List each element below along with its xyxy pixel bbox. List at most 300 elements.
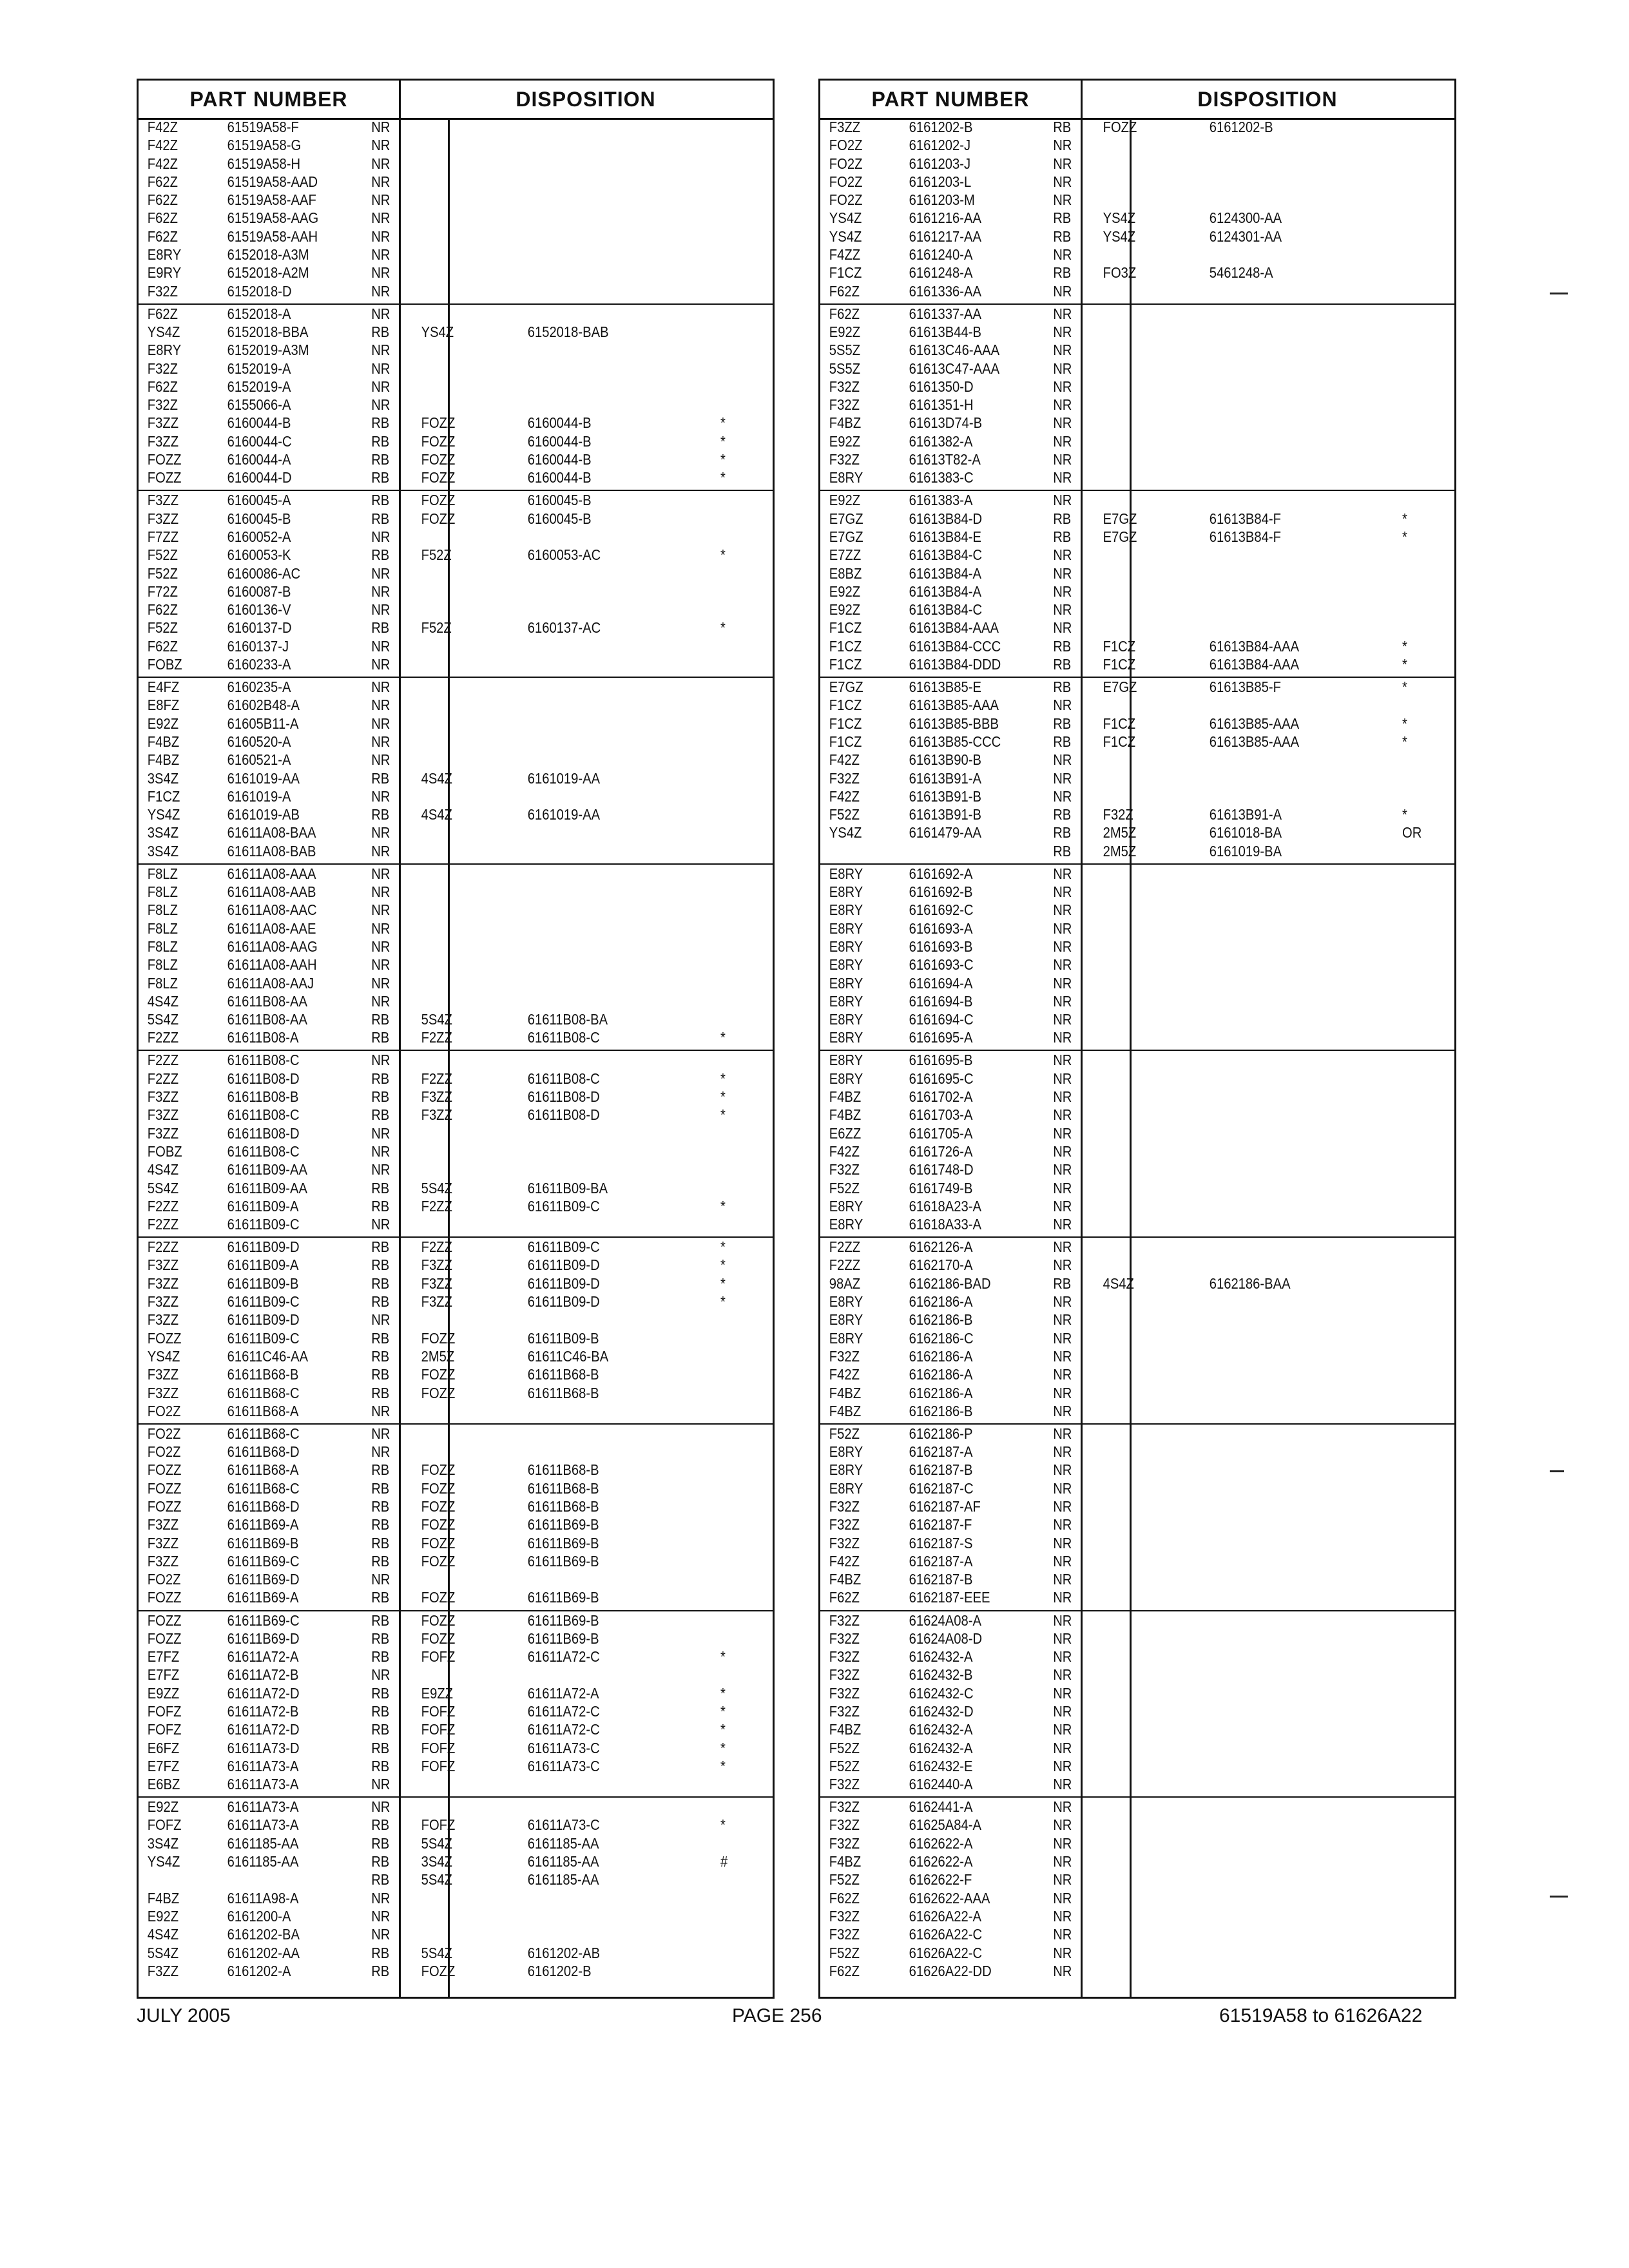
replacement-part-number: 6161202-AB [527, 1944, 601, 1961]
table-row [820, 341, 1453, 359]
disposition-status: NR [1053, 1293, 1072, 1311]
left-table-header [139, 81, 773, 120]
replacement-model-code: 2M5Z [421, 1347, 455, 1365]
model-year-code: F8LZ [147, 883, 178, 901]
part-number: 6162187-S [909, 1534, 973, 1552]
disposition-status: RB [371, 1611, 390, 1629]
part-number: 6162441-A [909, 1798, 973, 1816]
disposition-status: RB [371, 1962, 390, 1979]
replacement-part-number: 61611B69-B [527, 1629, 599, 1647]
replacement-part-number: 61611B09-D [527, 1293, 600, 1311]
disposition-status: RB [371, 1516, 390, 1533]
model-year-code: F42Z [829, 1142, 860, 1160]
model-year-code: F32Z [147, 360, 178, 377]
row-group [139, 491, 773, 678]
part-number: 6160044-B [227, 414, 291, 432]
model-year-code: F2ZZ [829, 1256, 861, 1274]
disposition-status: NR [371, 1926, 390, 1943]
disposition-status: NR [1053, 883, 1072, 901]
table-row [139, 1534, 771, 1552]
table-row [139, 956, 771, 974]
part-number-header: PART NUMBER [871, 88, 1030, 111]
replacement-model-code: F2ZZ [421, 1238, 452, 1256]
table-row [820, 1515, 1453, 1533]
table-row [139, 1329, 771, 1347]
table-row [139, 1384, 771, 1402]
disposition-status: NR [1053, 1962, 1072, 1979]
part-number: 61611A73-A [227, 1816, 299, 1834]
replacement-model-code: YS4Z [421, 323, 454, 340]
model-year-code: F2ZZ [147, 1029, 179, 1046]
table-row [820, 1347, 1453, 1365]
model-year-code: E92Z [829, 582, 861, 600]
part-number: 6160052-A [227, 528, 291, 545]
table-row [139, 901, 771, 919]
table-row [139, 1889, 771, 1907]
disposition-status: NR [371, 715, 390, 732]
model-year-code: F52Z [829, 1757, 860, 1774]
model-year-code: FO2Z [829, 191, 863, 209]
table-row [820, 1648, 1453, 1666]
table-row [139, 1051, 771, 1069]
row-group [139, 118, 773, 305]
replacement-part-number: 6161019-AA [527, 769, 601, 787]
table-row [139, 1106, 771, 1124]
row-group [820, 1425, 1454, 1611]
model-year-code: F52Z [829, 1179, 860, 1196]
part-number: 61611A08-BAA [227, 824, 316, 841]
table-row [820, 245, 1453, 264]
disposition-status: NR [1053, 451, 1072, 468]
part-number: 6162432-D [909, 1702, 974, 1720]
model-year-code: F62Z [147, 637, 178, 655]
model-year-code: F3ZZ [147, 1311, 179, 1329]
table-row [820, 1798, 1453, 1816]
part-number: 61613B44-B [909, 323, 981, 340]
disposition-status: NR [371, 1666, 390, 1684]
model-year-code: F62Z [147, 209, 178, 227]
replacement-part-number: 6161018-BA [1209, 824, 1282, 841]
disposition-status: RB [1053, 733, 1072, 750]
note-mark: * [720, 546, 726, 564]
replacement-model-code: FOZZ [421, 1534, 456, 1552]
replacement-part-number: 61613B91-A [1209, 806, 1282, 823]
table-row [820, 1944, 1453, 1962]
row-group [820, 1798, 1454, 1984]
note-mark: * [720, 1029, 726, 1046]
model-year-code: F32Z [829, 1684, 860, 1702]
table-row [139, 264, 771, 282]
table-row [820, 1443, 1453, 1461]
replacement-model-code: FOFZ [421, 1702, 456, 1720]
part-number: 61611B69-D [227, 1629, 300, 1647]
disposition-status: RB [1053, 715, 1072, 732]
model-year-code: E8RY [829, 1461, 863, 1479]
disposition-status: NR [371, 824, 390, 841]
model-year-code: F32Z [829, 769, 860, 787]
table-row [139, 1311, 771, 1329]
table-row [139, 1461, 771, 1479]
table-row [139, 1684, 771, 1702]
model-year-code: 4S4Z [147, 1926, 179, 1943]
disposition-status: NR [371, 1402, 390, 1419]
part-number: 61611B68-C [227, 1384, 300, 1401]
part-number: 6162432-A [909, 1648, 973, 1666]
row-group [820, 1238, 1454, 1425]
part-number: 61613T82-A [909, 451, 981, 468]
model-year-code: E8RY [829, 1443, 863, 1461]
part-number: 6162432-B [909, 1666, 973, 1684]
table-row [139, 323, 771, 341]
model-year-code: FOBZ [147, 1142, 182, 1160]
table-row [139, 937, 771, 956]
model-year-code: F7ZZ [147, 528, 179, 545]
model-year-code: F62Z [147, 601, 178, 619]
replacement-part-number: 6161185-AA [527, 1871, 599, 1888]
disposition-status: NR [371, 787, 390, 805]
part-number: 61611B09-C [227, 1216, 300, 1233]
replacement-model-code: F3ZZ [421, 1256, 452, 1274]
disposition-status: NR [1053, 378, 1072, 395]
table-row [820, 118, 1453, 136]
part-number: 61611B09-D [227, 1311, 300, 1329]
disposition-status: NR [1053, 1106, 1072, 1124]
part-number: 61611B09-C [227, 1293, 300, 1311]
replacement-part-number: 61611B69-B [527, 1611, 599, 1629]
replacement-part-number: 61611B68-B [527, 1479, 599, 1497]
model-year-code: E8RY [829, 1052, 863, 1069]
model-year-code: E8RY [829, 992, 863, 1010]
disposition-status: RB [371, 1461, 390, 1479]
disposition-status: NR [371, 1425, 390, 1442]
note-mark: * [720, 1088, 726, 1106]
model-year-code: F2ZZ [147, 1216, 179, 1233]
replacement-model-code: FOZZ [421, 1589, 456, 1606]
disposition-status: NR [1053, 865, 1072, 882]
disposition-status: NR [1053, 974, 1072, 992]
table-row [820, 564, 1453, 582]
note-mark: * [720, 1721, 726, 1738]
model-year-code: E8RY [829, 1329, 863, 1347]
note-mark: * [1402, 510, 1407, 527]
table-row [820, 619, 1453, 637]
table-row [820, 1666, 1453, 1684]
table-row [139, 360, 771, 378]
model-year-code: E7ZZ [829, 546, 862, 564]
table-row [820, 1293, 1453, 1311]
part-number: 61626A22-C [909, 1944, 983, 1961]
part-number: 6161748-D [909, 1161, 974, 1178]
part-number: 6161694-C [909, 1011, 974, 1028]
part-number: 61613C46-AAA [909, 341, 1000, 359]
disposition-status: RB [371, 1329, 390, 1347]
disposition-status: RB [371, 469, 390, 486]
disposition-status: NR [1053, 601, 1072, 619]
model-year-code: E9RY [147, 264, 182, 282]
disposition-status: NR [371, 396, 390, 414]
model-year-code: F32Z [829, 1629, 860, 1647]
part-number: 6162186-A [909, 1384, 973, 1401]
table-row [139, 564, 771, 582]
model-year-code: E8RY [829, 1479, 863, 1497]
model-year-code: FO2Z [147, 1425, 181, 1442]
part-number: 61611A08-BAB [227, 842, 316, 860]
replacement-part-number: 61611B69-B [527, 1552, 599, 1570]
model-year-code: F8LZ [147, 865, 178, 882]
disposition-status: RB [371, 1179, 390, 1196]
part-number: 6161695-C [909, 1070, 974, 1087]
table-row [139, 173, 771, 191]
table-row [139, 414, 771, 432]
model-year-code: YS4Z [147, 1347, 180, 1365]
replacement-model-code: F3ZZ [421, 1088, 452, 1106]
model-year-code: E92Z [147, 1907, 179, 1925]
replacement-part-number: 61613B84-AAA [1209, 656, 1300, 673]
disposition-status: RB [371, 1739, 390, 1756]
part-number: 61613B84-A [909, 582, 981, 600]
table-row [139, 305, 771, 323]
disposition-status: NR [1053, 414, 1072, 432]
replacement-model-code: FOFZ [421, 1648, 456, 1666]
part-number: 61611B68-C [227, 1425, 300, 1442]
replacement-part-number: 61611B68-B [527, 1384, 599, 1401]
replacement-model-code: FOZZ [421, 1962, 456, 1979]
disposition-status: NR [1053, 360, 1072, 377]
replacement-model-code: 2M5Z [1103, 842, 1137, 860]
model-year-code: F32Z [829, 1816, 860, 1834]
model-year-code: E7GZ [829, 510, 863, 527]
right-table-header [820, 81, 1454, 120]
part-number: 6160053-K [227, 546, 291, 564]
part-number: 61613B84-CCC [909, 637, 1001, 655]
model-year-code: F8LZ [147, 956, 178, 974]
disposition-status: NR [371, 637, 390, 655]
model-year-code: E8RY [829, 974, 863, 992]
part-number: 6162186-A [909, 1293, 973, 1311]
part-number: 6160044-C [227, 432, 292, 450]
table-row [820, 1852, 1453, 1870]
model-year-code: F2ZZ [147, 1070, 179, 1087]
table-row [139, 1070, 771, 1088]
table-row [139, 432, 771, 450]
model-year-code: F32Z [829, 378, 860, 395]
table-row [139, 1739, 771, 1757]
disposition-status: NR [1053, 1329, 1072, 1347]
disposition-status: NR [1053, 1889, 1072, 1907]
disposition-status: NR [1053, 1197, 1072, 1215]
table-row [820, 1197, 1453, 1215]
model-year-code: F1CZ [829, 715, 862, 732]
model-year-code: F3ZZ [147, 1256, 179, 1274]
model-year-code: F32Z [829, 1834, 860, 1852]
model-year-code: F32Z [829, 1498, 860, 1515]
table-row [820, 546, 1453, 564]
table-row [139, 245, 771, 264]
part-number: 61613B85-BBB [909, 715, 999, 732]
row-group [139, 1051, 773, 1238]
table-row [139, 1552, 771, 1570]
disposition-status: NR [371, 601, 390, 619]
disposition-status: NR [1053, 137, 1072, 154]
part-number: 6161216-AA [909, 209, 981, 227]
part-number: 61611B08-C [227, 1142, 300, 1160]
model-year-code: 5S4Z [147, 1179, 179, 1196]
part-number: 61611C46-AA [227, 1347, 309, 1365]
replacement-part-number: 61611A73-C [527, 1757, 600, 1774]
model-year-code: F42Z [147, 137, 178, 154]
model-year-code: E92Z [829, 492, 861, 509]
disposition-status: NR [371, 656, 390, 673]
model-year-code: F4BZ [829, 1384, 862, 1401]
note-mark: * [720, 414, 726, 432]
replacement-model-code: F2ZZ [421, 1070, 452, 1087]
table-row [139, 1775, 771, 1793]
table-row [820, 396, 1453, 414]
table-row [139, 787, 771, 805]
model-year-code: E92Z [829, 323, 861, 340]
table-row [139, 1944, 771, 1962]
disposition-status: RB [371, 1871, 390, 1888]
model-year-code: F3ZZ [147, 510, 179, 527]
model-year-code: F42Z [829, 787, 860, 805]
part-number: 61613B84-D [909, 510, 983, 527]
part-number: 6162187-C [909, 1479, 974, 1497]
model-year-code: 3S4Z [147, 842, 179, 860]
part-number: 6162622-F [909, 1871, 972, 1888]
replacement-model-code: E9ZZ [421, 1684, 454, 1702]
disposition-status: NR [371, 305, 390, 322]
model-year-code: E7GZ [829, 678, 863, 696]
disposition-status: RB [371, 1552, 390, 1570]
model-year-code: 5S5Z [829, 341, 861, 359]
replacement-part-number: 6161019-AA [527, 806, 601, 823]
table-row [820, 883, 1453, 901]
part-number: 61611A08-AAB [227, 883, 316, 901]
replacement-part-number: 61611B69-B [527, 1589, 599, 1606]
table-row [820, 901, 1453, 919]
table-row [820, 678, 1453, 696]
disposition-status: NR [1053, 1256, 1072, 1274]
part-number: 6152019-A [227, 378, 291, 395]
disposition-status: NR [1053, 1425, 1072, 1442]
model-year-code: 3S4Z [147, 1834, 179, 1852]
table-row [820, 1088, 1453, 1106]
model-year-code: F32Z [829, 1347, 860, 1365]
model-year-code: F3ZZ [147, 1384, 179, 1401]
part-number: 61613B85-CCC [909, 733, 1001, 750]
table-row [820, 1907, 1453, 1925]
note-mark: * [720, 619, 726, 637]
model-year-code: E7FZ [147, 1666, 180, 1684]
table-row [820, 1479, 1453, 1497]
table-row [139, 155, 771, 173]
table-row [820, 601, 1453, 619]
model-year-code: E4FZ [147, 678, 180, 696]
disposition-status: NR [1053, 1052, 1072, 1069]
disposition-status: NR [1053, 1629, 1072, 1647]
table-row [820, 1365, 1453, 1383]
note-mark: * [720, 451, 726, 468]
disposition-status: NR [1053, 1907, 1072, 1925]
part-number: 61611A08-AAG [227, 937, 318, 955]
part-number: 6161694-A [909, 974, 973, 992]
disposition-status: NR [1053, 1834, 1072, 1852]
model-year-code: F3ZZ [147, 1516, 179, 1533]
part-number: 6160045-A [227, 492, 291, 509]
disposition-status: NR [1053, 901, 1072, 919]
table-row [820, 1274, 1453, 1293]
model-year-code: F52Z [829, 1871, 860, 1888]
disposition-status: NR [1053, 1311, 1072, 1329]
model-year-code: E8BZ [829, 564, 862, 582]
disposition-status: NR [1053, 751, 1072, 769]
note-mark: * [720, 1702, 726, 1720]
model-year-code: F32Z [829, 1516, 860, 1533]
table-row [139, 1160, 771, 1178]
table-row [139, 1124, 771, 1142]
model-year-code: FOFZ [147, 1721, 182, 1738]
part-number: 6152018-A2M [227, 264, 309, 282]
table-row [820, 1215, 1453, 1233]
part-number: 6161383-C [909, 469, 974, 486]
table-row [139, 1588, 771, 1606]
model-year-code: F1CZ [829, 733, 862, 750]
disposition-status: RB [1053, 637, 1072, 655]
table-row [820, 1238, 1453, 1256]
disposition-status: NR [1053, 1498, 1072, 1515]
part-number: 6152018-A3M [227, 246, 309, 264]
replacement-part-number: 61611B69-B [527, 1516, 599, 1533]
note-mark: * [720, 1739, 726, 1756]
model-year-code: F62Z [147, 305, 178, 322]
part-number: 6162186-BAD [909, 1274, 991, 1292]
part-number: 6161703-A [909, 1106, 973, 1124]
disposition-status: NR [1053, 173, 1072, 190]
table-row [820, 510, 1453, 528]
disposition-status: RB [371, 1070, 390, 1087]
part-number: 61611B68-C [227, 1479, 300, 1497]
part-number: 6161337-AA [909, 305, 981, 322]
disposition-status: RB [371, 1197, 390, 1215]
disposition-status: RB [371, 1479, 390, 1497]
right-parts-table [818, 79, 1456, 1999]
disposition-status: NR [1053, 1461, 1072, 1479]
disposition-status: NR [1053, 1179, 1072, 1196]
disposition-status: NR [371, 360, 390, 377]
footer-date: JULY 2005 [137, 2005, 231, 2026]
table-row [820, 696, 1453, 714]
disposition-status: NR [1053, 1011, 1072, 1028]
table-row [820, 805, 1453, 823]
part-number: 6152018-A [227, 305, 291, 322]
replacement-part-number: 61611B08-D [527, 1106, 600, 1124]
part-number: 6161693-B [909, 937, 973, 955]
disposition-status: NR [1053, 469, 1072, 486]
part-number: 61611B09-B [227, 1274, 299, 1292]
table-row [820, 974, 1453, 992]
model-year-code: F3ZZ [147, 1088, 179, 1106]
replacement-model-code: FOFZ [421, 1721, 456, 1738]
part-number: 6161202-A [227, 1962, 291, 1979]
disposition-status: RB [371, 1293, 390, 1311]
disposition-status: RB [371, 1011, 390, 1028]
part-number: 61611A08-AAH [227, 956, 317, 974]
table-row [820, 450, 1453, 468]
model-year-code: F3ZZ [147, 1274, 179, 1292]
part-number: 61613B84-C [909, 546, 983, 564]
table-row [820, 1256, 1453, 1274]
row-group [139, 865, 773, 1052]
